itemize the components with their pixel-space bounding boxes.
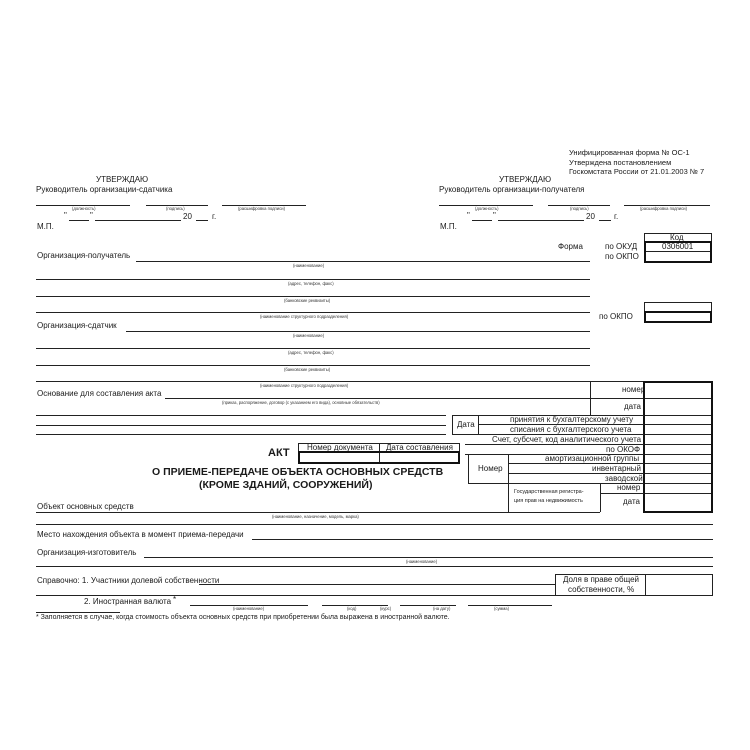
year-prefix: 20: [183, 212, 192, 221]
account-label: Счет, субсчет, код аналитического учета: [492, 435, 642, 444]
okof-label: по ОКОФ: [606, 445, 641, 454]
approve-left-month-line[interactable]: [95, 220, 181, 221]
caption: (наименование структурного подразделения): [260, 383, 349, 388]
quote-open: ": [467, 211, 470, 220]
manufacturer-line-2[interactable]: [36, 566, 713, 567]
currency-sum-line[interactable]: [468, 605, 552, 606]
caption: (должность): [475, 206, 499, 211]
form-code-line: Унифицированная форма № ОС-1: [569, 148, 690, 157]
sender-name-line[interactable]: [126, 331, 590, 332]
approve-left-year-line[interactable]: [196, 220, 208, 221]
approve-left-day-line[interactable]: [69, 220, 89, 221]
factory-label: заводской: [605, 474, 643, 483]
year-suffix: г.: [212, 212, 217, 221]
approve-right-year-line[interactable]: [599, 220, 611, 221]
object-line-2[interactable]: [36, 524, 713, 525]
value-row[interactable]: [645, 444, 711, 445]
year-prefix: 20: [586, 212, 595, 221]
object-name-line[interactable]: [36, 512, 600, 513]
okpo-label: по ОКПО: [605, 252, 639, 261]
goskomstat-line: Госкомстата России от 21.01.2003 № 7: [569, 167, 705, 176]
caption: (расшифровка подписи): [238, 206, 285, 211]
stamp-place: М.П.: [440, 222, 457, 231]
recipient-label: Организация-получатель: [37, 251, 131, 260]
approve-left-subtitle: Руководитель организации-сдатчика: [36, 185, 173, 194]
caption: (код): [347, 606, 357, 611]
year-suffix: г.: [614, 212, 619, 221]
divider: [452, 415, 453, 434]
caption: (наименование): [233, 606, 265, 611]
number-label: Номер: [478, 464, 503, 473]
writeoff-label: списания с бухгалтерского учета: [510, 425, 632, 434]
caption: (адрес, телефон, факс): [288, 350, 334, 355]
inventory-label: инвентарный: [592, 464, 642, 473]
value-row[interactable]: [645, 463, 711, 464]
currency-label: 2. Иностранная валюта: [84, 597, 172, 606]
caption: (расшифровка подписи): [640, 206, 687, 211]
form-label: Форма: [558, 242, 583, 251]
okud-value[interactable]: 0306001: [662, 242, 694, 251]
caption: (наименование структурного подразделения): [260, 314, 349, 319]
date-label: Дата: [457, 420, 475, 429]
share-value-field[interactable]: [647, 576, 711, 594]
divider: [645, 574, 646, 596]
caption: (курс): [380, 606, 392, 611]
basis-line[interactable]: [165, 398, 590, 399]
reference-label: Справочно: 1. Участники долевой собственности: [37, 576, 220, 585]
divider: [600, 493, 644, 494]
divider: [468, 454, 469, 484]
basis-date-label: дата: [624, 402, 641, 411]
act-word: АКТ: [268, 447, 290, 459]
quote-close: ": [493, 211, 496, 220]
doc-date-field[interactable]: [381, 453, 458, 462]
basis-line-3[interactable]: [36, 425, 446, 426]
recipient-bank-line[interactable]: [36, 296, 590, 297]
recipient-name-line[interactable]: [136, 261, 590, 262]
approve-right-subtitle: Руководитель организации-получателя: [439, 185, 585, 194]
caption: (подпись): [166, 206, 185, 211]
basis-number-label: номер: [622, 385, 646, 394]
caption: (должность): [72, 206, 96, 211]
owners-line-2[interactable]: [36, 595, 555, 596]
recipient-division-line[interactable]: [36, 312, 590, 313]
basis-line-4[interactable]: [36, 434, 446, 435]
divider: [590, 398, 644, 399]
act-title-line1: О ПРИЕМЕ-ПЕРЕДАЧЕ ОБЪЕКТА ОСНОВНЫХ СРЕДСТВ: [152, 466, 444, 478]
caption: (банковские реквизиты): [284, 298, 331, 303]
caption: (сумма): [494, 606, 510, 611]
approved-by-line: Утверждена постановлением: [569, 158, 672, 167]
reg-date-label: дата: [623, 497, 640, 506]
sender-address-line[interactable]: [36, 348, 590, 349]
caption: (наименование): [293, 333, 325, 338]
caption: (банковские реквизиты): [284, 367, 331, 372]
divider: [600, 483, 601, 512]
value-row[interactable]: [645, 434, 711, 435]
quote-close: ": [90, 211, 93, 220]
reg-number-label: номер: [617, 483, 641, 492]
value-row[interactable]: [645, 454, 711, 455]
value-row[interactable]: [645, 473, 711, 474]
value-row[interactable]: [645, 493, 711, 494]
caption: (наименование): [293, 263, 325, 268]
caption: (подпись): [570, 206, 589, 211]
approve-right-month-line[interactable]: [498, 220, 584, 221]
caption: (наименование, назначение, модель, марка): [272, 514, 359, 519]
okpo2-cell[interactable]: [644, 311, 712, 323]
stamp-place: М.П.: [37, 222, 54, 231]
owners-line[interactable]: [199, 584, 555, 585]
object-label: Объект основных средств: [37, 502, 134, 511]
quote-open: ": [64, 211, 67, 220]
share-line2: собственности, %: [568, 585, 635, 594]
sender-label: Организация-сдатчик: [37, 321, 117, 330]
manufacturer-label: Организация-изготовитель: [37, 548, 137, 557]
doc-date-label: Дата составления: [386, 443, 453, 452]
value-row[interactable]: [645, 483, 711, 484]
footnote: * Заполняется в случае, когда стоимость объекта основных средств при приобретении была выражена в иностранной валюте.: [36, 614, 450, 621]
doc-number-field[interactable]: [300, 453, 378, 462]
state-reg-line2: ция прав на недвижимость: [514, 498, 583, 504]
codes-divider: [646, 251, 710, 252]
recipient-address-line[interactable]: [36, 279, 590, 280]
approve-right-day-line[interactable]: [472, 220, 492, 221]
sender-bank-line[interactable]: [36, 365, 590, 366]
value-row[interactable]: [645, 424, 711, 425]
currency-mark: *: [173, 595, 177, 604]
act-title-line2: (КРОМЕ ЗДАНИЙ, СООРУЖЕНИЙ): [199, 479, 373, 491]
basis-line-2[interactable]: [36, 415, 446, 416]
manufacturer-line[interactable]: [144, 557, 713, 558]
footnote-rule: [36, 612, 120, 613]
share-line1: Доля в праве общей: [563, 575, 639, 584]
okud-label: по ОКУД: [605, 242, 638, 251]
amort-label: амортизационной группы: [545, 454, 640, 463]
location-label: Место нахождения объекта в момент приема-передачи: [37, 530, 244, 539]
approve-left-title: УТВЕРЖДАЮ: [96, 175, 149, 184]
caption: (приказ, распоряжение, договор (с указанием его вида), основные обязательств): [222, 400, 380, 405]
state-reg-line1: Государственная регистра-: [514, 489, 584, 495]
sender-division-line[interactable]: [36, 381, 590, 382]
caption: (наименование): [406, 559, 438, 564]
okpo2-label: по ОКПО: [599, 312, 633, 321]
caption: (на дату): [433, 606, 451, 611]
location-line[interactable]: [252, 539, 713, 540]
approve-right-title: УТВЕРЖДАЮ: [499, 175, 552, 184]
code-header: Код: [670, 233, 684, 242]
value-row[interactable]: [645, 398, 711, 399]
doc-number-label: Номер документа: [307, 443, 373, 452]
accept-label: принятия к бухгалтерскому учету: [510, 415, 634, 424]
caption: (адрес, телефон, факс): [288, 281, 334, 286]
value-row[interactable]: [645, 415, 711, 416]
basis-label: Основание для составления акта: [37, 389, 162, 398]
